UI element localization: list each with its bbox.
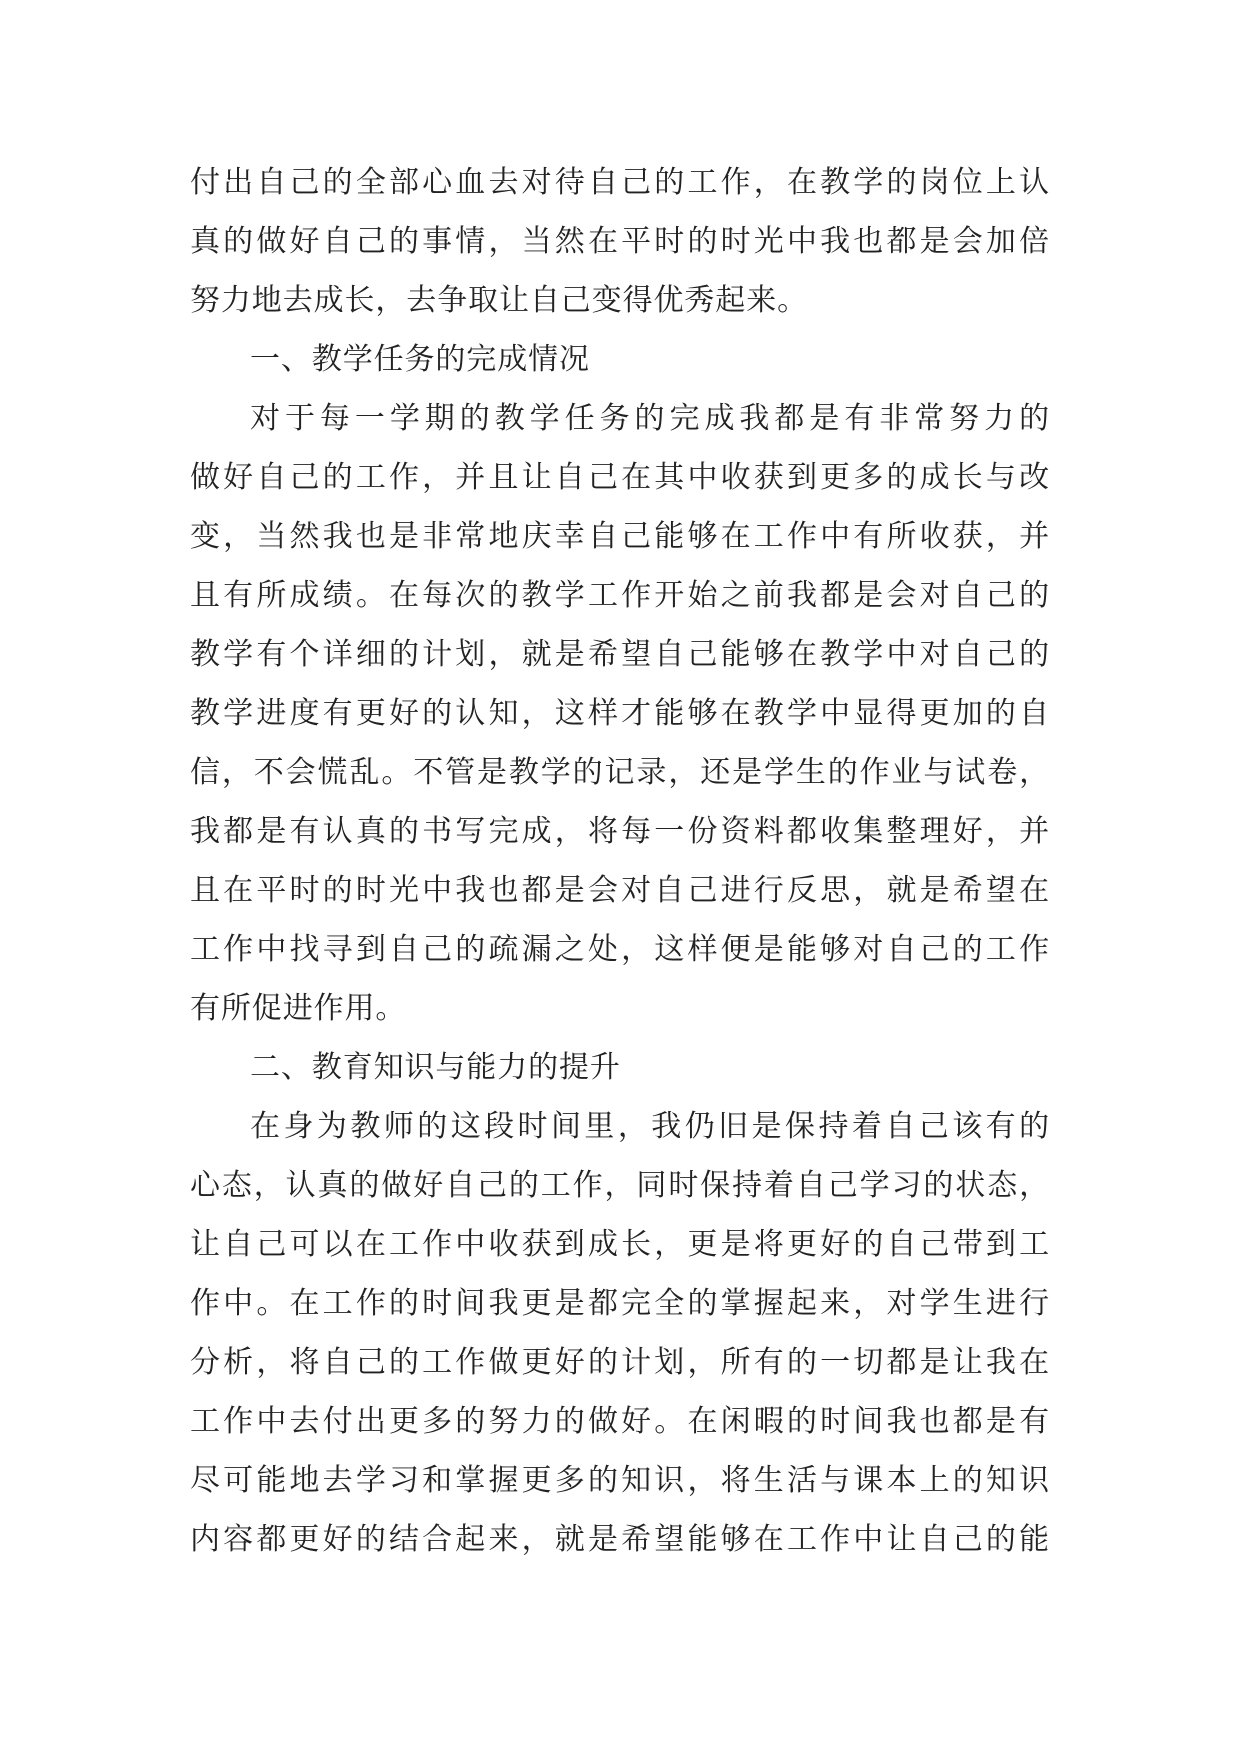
body-text-line: 内容都更好的结合起来，就是希望能够在工作中让自己的能 bbox=[190, 1522, 1050, 1557]
body-text-line: 工作中去付出更多的努力的做好。在闲暇的时间我也都是有 bbox=[190, 1404, 1050, 1439]
document-body bbox=[190, 153, 1050, 1569]
body-text-line: 对于每一学期的教学任务的完成我都是有非常努力的 bbox=[250, 401, 1050, 436]
body-text-line: 且有所成绩。在每次的教学工作开始之前我都是会对自己的 bbox=[190, 578, 1050, 613]
body-text-line: 付出自己的全部心血去对待自己的工作，在教学的岗位上认 bbox=[190, 165, 1050, 200]
body-text-line: 工作中找寻到自己的疏漏之处，这样便是能够对自己的工作 bbox=[190, 932, 1050, 967]
section-heading: 二、教育知识与能力的提升 bbox=[250, 1050, 621, 1085]
body-text-line: 真的做好自己的事情，当然在平时的时光中我也都是会加倍 bbox=[190, 224, 1050, 259]
body-text-line: 心态，认真的做好自己的工作，同时保持着自己学习的状态， bbox=[190, 1168, 1050, 1203]
body-text-line: 努力地去成长，去争取让自己变得优秀起来。 bbox=[190, 283, 808, 318]
body-text-line: 且在平时的时光中我也都是会对自己进行反思，就是希望在 bbox=[190, 873, 1050, 908]
body-text-line: 教学有个详细的计划，就是希望自己能够在教学中对自己的 bbox=[190, 637, 1050, 672]
body-text-line: 变，当然我也是非常地庆幸自己能够在工作中有所收获，并 bbox=[190, 519, 1050, 554]
body-text-line: 教学进度有更好的认知，这样才能够在教学中显得更加的自 bbox=[190, 696, 1050, 731]
body-text-line: 让自己可以在工作中收获到成长，更是将更好的自己带到工 bbox=[190, 1227, 1050, 1262]
body-text-line: 尽可能地去学习和掌握更多的知识，将生活与课本上的知识 bbox=[190, 1463, 1050, 1498]
section-heading: 一、教学任务的完成情况 bbox=[250, 342, 590, 377]
body-text-line: 在身为教师的这段时间里，我仍旧是保持着自己该有的 bbox=[250, 1109, 1050, 1144]
body-text-line: 我都是有认真的书写完成，将每一份资料都收集整理好，并 bbox=[190, 814, 1050, 849]
body-text-line: 分析，将自己的工作做更好的计划，所有的一切都是让我在 bbox=[190, 1345, 1050, 1380]
body-text-line: 有所促进作用。 bbox=[190, 991, 407, 1026]
body-text-line: 作中。在工作的时间我更是都完全的掌握起来，对学生进行 bbox=[190, 1286, 1050, 1321]
body-text-line: 做好自己的工作，并且让自己在其中收获到更多的成长与改 bbox=[190, 460, 1050, 495]
body-text-line: 信，不会慌乱。不管是教学的记录，还是学生的作业与试卷， bbox=[190, 755, 1050, 790]
